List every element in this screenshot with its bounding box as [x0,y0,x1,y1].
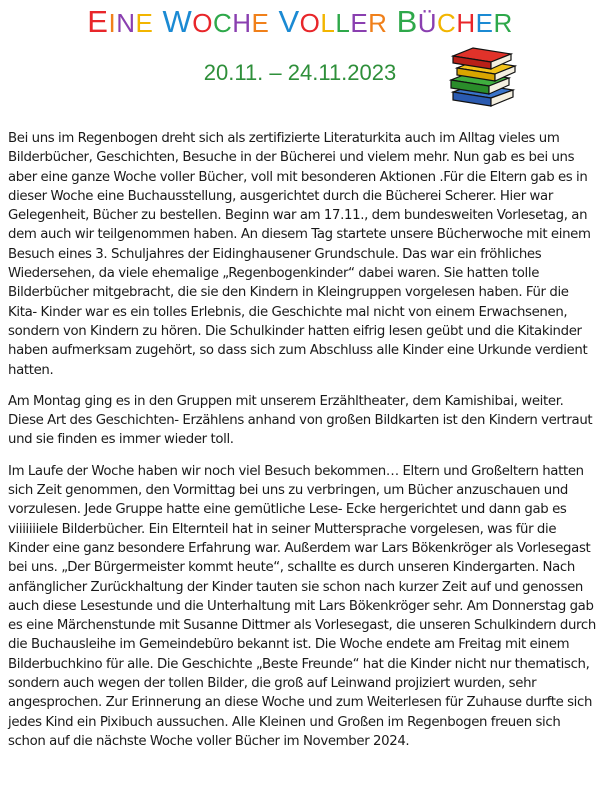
title-letter: L [320,8,336,38]
title-letter: O [192,8,213,38]
page-title [0,4,600,40]
paragraph-intro: Bei uns im Regenbogen dreht sich als zertifizierte Literaturkita auch im Alltag vieles um Bilderbücher, Geschichten, Besuche in der Bücherei und vielem mehr. Nun gab es bei uns aber eine ganze Woche voller Bücher, voll mit besonderen Aktionen .Für die Eltern gab es in dieser Woche eine Buchausstellung, ausgerichtet durch die Bücherei Scherer. Hier war Gelegenheit, Bücher zu bestellen. Beginn war am 17.11., dem bundesweiten Vorlesetag, an dem auch wir teilgenommen haben. An diesem Tag startete unsere Bücherwoche mit einem Besuch eines 3. Schuljahres der Eidinghausener Grundschule. Das war ein fröhliches Wiedersehen, da viele ehemalige „Regenbogenkinder“ dabei waren. Sie hatten tolle Bilderbücher mitgebracht, die sie den Kindern in Kleingruppen vorgelesen haben. Für die Kita- Kinder war es ein tolles Erlebnis, die Geschichte mal nicht von einem Erwachsenen, sondern von Kindern zu hören. Die Schulkinder hatten eifrig lesen geübt und die Kitakinder haben aufmerksam zugehört, so dass sich zum Abschluss alle Kinder eine Urkunde verdient hatten. [8,131,591,378]
title-letter [387,4,396,39]
title-letter: H [232,8,252,38]
title-letter: O [299,8,321,38]
title-letter: N [116,8,136,38]
title-letter: E [135,8,154,38]
title-letter: H [456,8,476,38]
title-letter: E [350,8,369,38]
title-letter: Ü [417,8,438,38]
title-letter: E [251,8,270,38]
title-letter: R [368,8,388,38]
title-letter: E [475,8,494,38]
article-body [8,129,596,763]
date-range: 20.11. – 24.11.2023 [203,60,397,85]
title-letter: C [212,8,233,38]
title-letter: C [437,8,457,38]
title-letter: L [335,8,351,38]
title-letter: R [493,8,513,38]
title-letter: B [396,4,418,39]
paragraph-monday: Am Montag ging es in den Gruppen mit unserem Erzähltheater, dem Kamishibai, weiter. Diese Art des Geschichten- Erzählens anhand von großen Bildkarten ist den Kindern vertraut und sie finden es immer wieder toll. [8,393,593,448]
book-stack-icon [447,40,519,112]
paragraph-week: Im Laufe der Woche haben wir noch viel Besuch bekommen… Eltern und Großeltern hatten sich Zeit genommen, den Vormittag bei uns zu verbringen, um Bücher anzuschauen und vorzulesen. Jede Gruppe hatte eine gemütliche Lese- Ecke hergerichtet und dann gab es viiiiiiiele Bilderbücher. Ein Elternteil hat in seiner Muttersprache vorgelesen, was für die Kinder eine ganz besondere Erfahrung war. Außerdem war Lars Bökenkröger als Vorlesegast bei uns. „Der Bürgermeister kommt heute“, schallte es durch unseren Kindergarten. Nach anfänglicher Zurückhaltung der Kinder tauten sie schon nach kurzer Zeit auf und genossen auch diese Lesestunde und die Unterhaltung mit Lars Bökenkröger sehr. Am Donnerstag gab es eine Märchenstunde mit Susanne Dittmer als Vorlesegast, die unseren Schulkindern durch die Buchausleihe im Gemeindebüro bekannt ist. Die Woche endete am Freitag mit einem Bilderbuchkino für alle. Die Geschichte „Beste Freunde“ hat die Kinder nicht nur thematisch, sondern auch wegen der tollen Bilder, die groß auf Leinwand projiziert wurden, sehr angesprochen. Zur Erinnerung an diese Woche und zum Weiterlesen für Zuhause durfte sich jedes Kind ein Pixibuch aussuchen. Alle Kleinen und Großen im Regenbogen freuen sich schon auf die nächste Woche voller Bücher im November 2024. [8,463,596,749]
title-letter: V [278,4,300,39]
title-letter: I [108,8,117,38]
title-letter: E [87,4,109,39]
title-letter: W [162,4,193,39]
